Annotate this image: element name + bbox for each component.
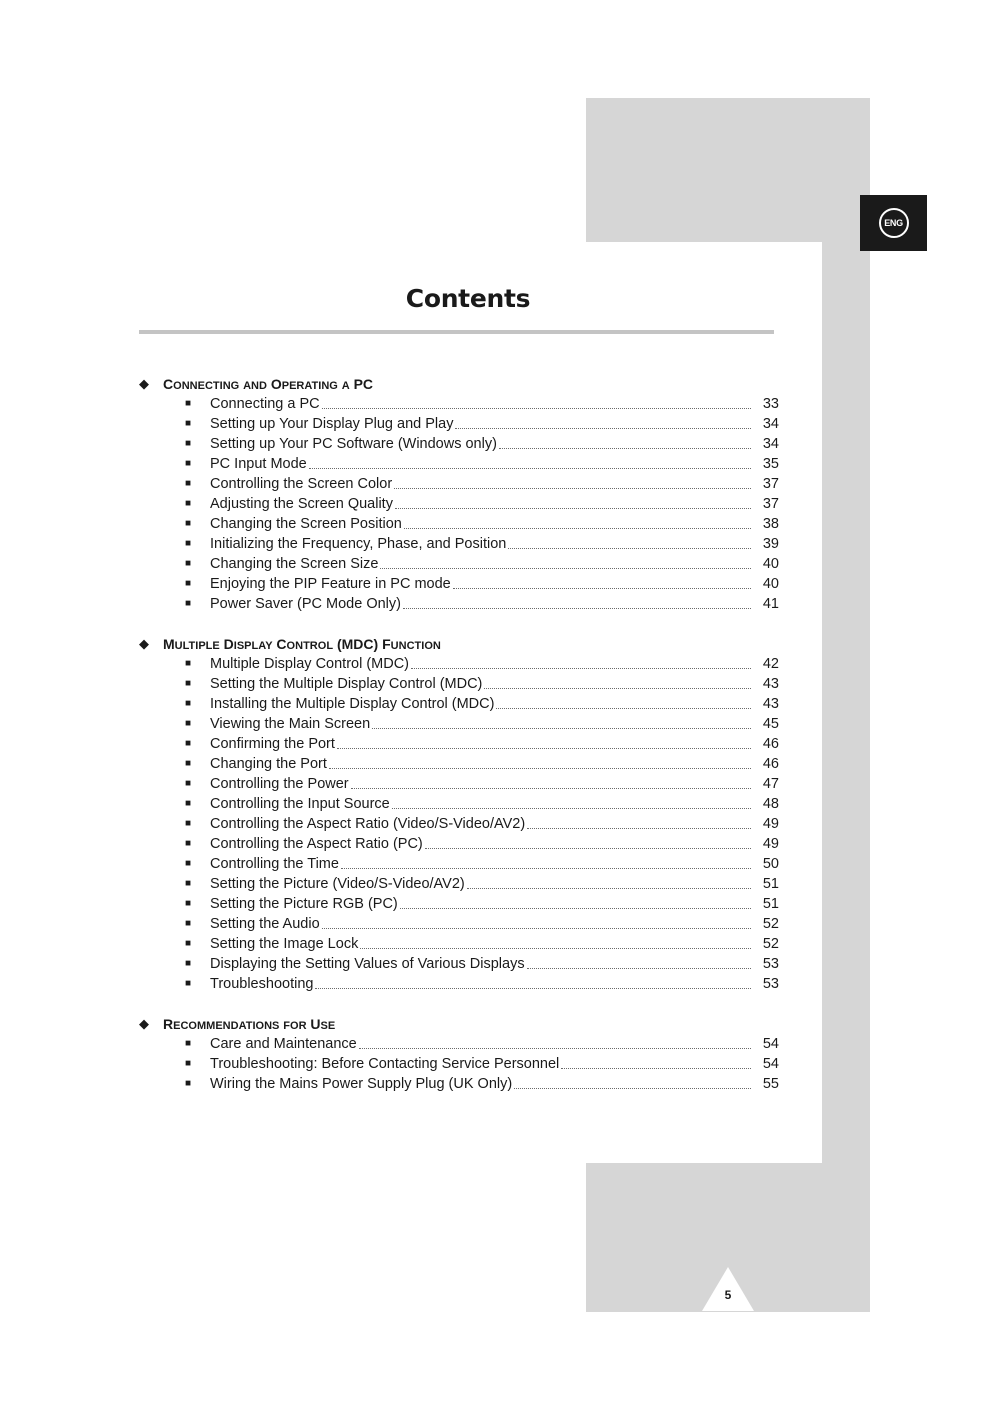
toc-entry [139, 554, 779, 574]
dot-leader [527, 968, 751, 969]
diamond-bullet-icon: ◆ [139, 636, 149, 651]
section-title: RECOMMENDATIONS FOR USE [163, 1016, 336, 1032]
square-bullet-icon: ■ [185, 398, 192, 409]
entry-page-number: 51 [762, 876, 779, 892]
language-badge: ENG [879, 208, 909, 238]
square-bullet-icon: ■ [185, 598, 192, 609]
toc-entry [139, 1054, 779, 1074]
square-bullet-icon: ■ [185, 538, 192, 549]
entry-title: Care and Maintenance [210, 1036, 357, 1052]
entry-page-number: 54 [762, 1036, 779, 1052]
entry-page-number: 50 [762, 856, 779, 872]
entry-page-number: 53 [762, 976, 779, 992]
toc-entry [139, 394, 779, 414]
toc-entry [139, 454, 779, 474]
entry-page-number: 41 [762, 596, 779, 612]
entry-page-number: 34 [762, 416, 779, 432]
dot-leader [380, 568, 751, 569]
dot-leader [394, 488, 751, 489]
entry-page-number: 39 [762, 536, 779, 552]
square-bullet-icon: ■ [185, 758, 192, 769]
entry-page-number: 43 [762, 696, 779, 712]
square-bullet-icon: ■ [185, 718, 192, 729]
toc-entry [139, 494, 779, 514]
toc-entry [139, 514, 779, 534]
square-bullet-icon: ■ [185, 898, 192, 909]
dot-leader [508, 548, 751, 549]
entry-title: Controlling the Aspect Ratio (Video/S-Video/AV2) [210, 816, 526, 832]
dot-leader [337, 748, 751, 749]
entry-page-number: 38 [762, 516, 779, 532]
dot-leader [467, 888, 751, 889]
title-divider [139, 330, 774, 334]
entry-page-number: 37 [762, 476, 779, 492]
square-bullet-icon: ■ [185, 1078, 192, 1089]
square-bullet-icon: ■ [185, 1038, 192, 1049]
entry-title: Changing the Port [210, 756, 327, 772]
square-bullet-icon: ■ [185, 418, 192, 429]
entry-title: Changing the Screen Position [210, 516, 402, 532]
entry-page-number: 40 [762, 576, 779, 592]
entry-page-number: 33 [762, 396, 779, 412]
entry-title: Power Saver (PC Mode Only) [210, 596, 401, 612]
toc-entry [139, 434, 779, 454]
square-bullet-icon: ■ [185, 818, 192, 829]
square-bullet-icon: ■ [185, 558, 192, 569]
square-bullet-icon: ■ [185, 958, 192, 969]
dot-leader [322, 928, 751, 929]
entry-page-number: 49 [762, 816, 779, 832]
section-title: CONNECTING AND OPERATING A PC [163, 376, 374, 392]
dot-leader [341, 868, 751, 869]
toc-entry [139, 594, 779, 614]
dot-leader [360, 948, 751, 949]
entry-title: PC Input Mode [210, 456, 307, 472]
entry-title: Troubleshooting: Before Contacting Service Personnel [210, 1056, 560, 1072]
entry-title: Initializing the Frequency, Phase, and Position [210, 536, 507, 552]
toc-entry [139, 714, 779, 734]
square-bullet-icon: ■ [185, 458, 192, 469]
entry-title: Wiring the Mains Power Supply Plug (UK Only) [210, 1076, 513, 1092]
toc-entry [139, 794, 779, 814]
section-title: MULTIPLE DISPLAY CONTROL (MDC) FUNCTION [163, 636, 441, 652]
toc-entry [139, 674, 779, 694]
toc-section [139, 374, 779, 614]
toc-entry [139, 414, 779, 434]
dot-leader [359, 1048, 751, 1049]
toc-entry [139, 694, 779, 714]
toc-entry [139, 814, 779, 834]
entry-title: Controlling the Time [210, 856, 339, 872]
square-bullet-icon: ■ [185, 518, 192, 529]
diamond-bullet-icon: ◆ [139, 376, 149, 391]
dot-leader [496, 708, 751, 709]
entry-title: Connecting a PC [210, 396, 320, 412]
dot-leader [404, 528, 751, 529]
dot-leader [309, 468, 751, 469]
entry-title: Multiple Display Control (MDC) [210, 656, 410, 672]
entry-title: Installing the Multiple Display Control (MDC) [210, 696, 495, 712]
dot-leader [484, 688, 751, 689]
entry-page-number: 53 [762, 956, 779, 972]
entry-title: Setting the Picture RGB (PC) [210, 896, 398, 912]
dot-leader [527, 828, 751, 829]
square-bullet-icon: ■ [185, 838, 192, 849]
square-bullet-icon: ■ [185, 978, 192, 989]
square-bullet-icon: ■ [185, 858, 192, 869]
toc-entry [139, 654, 779, 674]
toc-entry [139, 874, 779, 894]
entry-title: Controlling the Power [210, 776, 349, 792]
page-number: 5 [724, 1288, 732, 1302]
square-bullet-icon: ■ [185, 778, 192, 789]
dot-leader [561, 1068, 751, 1069]
entry-page-number: 54 [762, 1056, 779, 1072]
page-title: Contents [405, 284, 531, 313]
square-bullet-icon: ■ [185, 738, 192, 749]
entry-page-number: 46 [762, 756, 779, 772]
section-heading [139, 1014, 779, 1034]
entry-title: Setting the Image Lock [210, 936, 359, 952]
diamond-bullet-icon: ◆ [139, 1016, 149, 1031]
toc-entry [139, 774, 779, 794]
square-bullet-icon: ■ [185, 698, 192, 709]
entry-title: Confirming the Port [210, 736, 335, 752]
entry-page-number: 52 [762, 916, 779, 932]
grey-right-strip [822, 98, 870, 1312]
entry-page-number: 37 [762, 496, 779, 512]
toc-entry [139, 914, 779, 934]
toc-section [139, 634, 779, 994]
entry-title: Controlling the Aspect Ratio (PC) [210, 836, 423, 852]
dot-leader [395, 508, 751, 509]
toc-entry [139, 1034, 779, 1054]
entry-title: Adjusting the Screen Quality [210, 496, 393, 512]
square-bullet-icon: ■ [185, 438, 192, 449]
toc-entry [139, 934, 779, 954]
toc-entry [139, 534, 779, 554]
square-bullet-icon: ■ [185, 878, 192, 889]
square-bullet-icon: ■ [185, 1058, 192, 1069]
dot-leader [453, 588, 751, 589]
square-bullet-icon: ■ [185, 478, 192, 489]
dot-leader [315, 988, 751, 989]
square-bullet-icon: ■ [185, 938, 192, 949]
toc-entry [139, 734, 779, 754]
entry-page-number: 42 [762, 656, 779, 672]
dot-leader [403, 608, 751, 609]
entry-page-number: 40 [762, 556, 779, 572]
entry-title: Setting the Audio [210, 916, 320, 932]
dot-leader [372, 728, 751, 729]
toc-entry [139, 574, 779, 594]
language-tab [860, 195, 927, 251]
entry-page-number: 49 [762, 836, 779, 852]
entry-page-number: 55 [762, 1076, 779, 1092]
entry-page-number: 46 [762, 736, 779, 752]
entry-page-number: 34 [762, 436, 779, 452]
entry-page-number: 45 [762, 716, 779, 732]
toc-entry [139, 894, 779, 914]
section-heading [139, 634, 779, 654]
entry-page-number: 51 [762, 896, 779, 912]
entry-title: Controlling the Screen Color [210, 476, 393, 492]
table-of-contents [139, 374, 779, 1114]
entry-title: Changing the Screen Size [210, 556, 379, 572]
toc-entry [139, 974, 779, 994]
dot-leader [351, 788, 751, 789]
entry-page-number: 35 [762, 456, 779, 472]
square-bullet-icon: ■ [185, 678, 192, 689]
dot-leader [392, 808, 751, 809]
square-bullet-icon: ■ [185, 918, 192, 929]
toc-entry [139, 1074, 779, 1094]
dot-leader [455, 428, 751, 429]
entry-title: Setting the Picture (Video/S-Video/AV2) [210, 876, 465, 892]
dot-leader [329, 768, 751, 769]
section-heading [139, 374, 779, 394]
entry-page-number: 48 [762, 796, 779, 812]
dot-leader [400, 908, 751, 909]
entry-page-number: 52 [762, 936, 779, 952]
toc-entry [139, 834, 779, 854]
entry-title: Displaying the Setting Values of Various Displays [210, 956, 525, 972]
square-bullet-icon: ■ [185, 578, 192, 589]
entry-title: Viewing the Main Screen [210, 716, 371, 732]
toc-section [139, 1014, 779, 1094]
square-bullet-icon: ■ [185, 658, 192, 669]
dot-leader [499, 448, 751, 449]
square-bullet-icon: ■ [185, 498, 192, 509]
entry-title: Setting up Your PC Software (Windows only) [210, 436, 497, 452]
toc-entry [139, 954, 779, 974]
entry-page-number: 43 [762, 676, 779, 692]
square-bullet-icon: ■ [185, 798, 192, 809]
toc-entry [139, 754, 779, 774]
entry-title: Enjoying the PIP Feature in PC mode [210, 576, 451, 592]
entry-title: Setting the Multiple Display Control (MDC) [210, 676, 483, 692]
toc-entry [139, 854, 779, 874]
entry-page-number: 47 [762, 776, 779, 792]
toc-entry [139, 474, 779, 494]
dot-leader [322, 408, 751, 409]
dot-leader [425, 848, 751, 849]
dot-leader [411, 668, 751, 669]
entry-title: Setting up Your Display Plug and Play [210, 416, 454, 432]
entry-title: Troubleshooting [210, 976, 314, 992]
entry-title: Controlling the Input Source [210, 796, 390, 812]
dot-leader [514, 1088, 751, 1089]
